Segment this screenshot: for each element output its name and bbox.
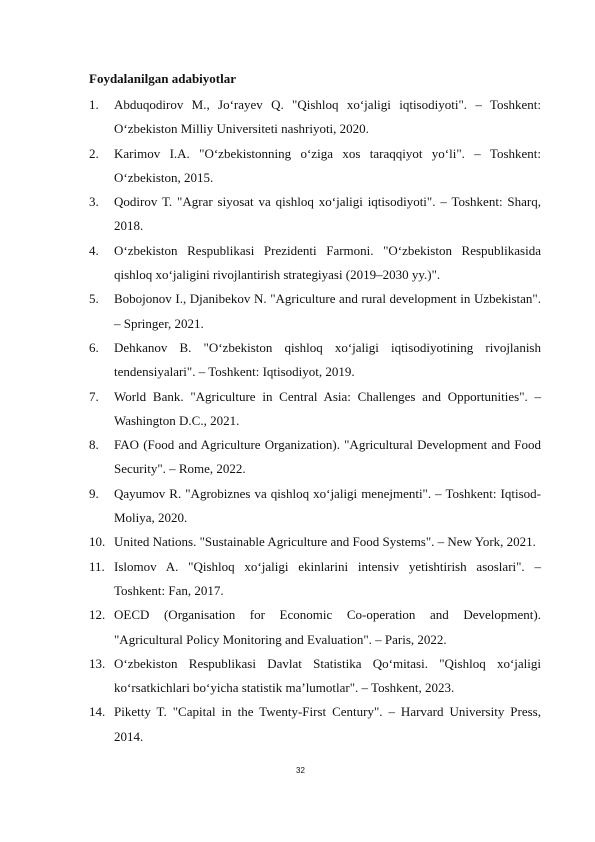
reference-item <box>89 555 541 604</box>
reference-number: 13. <box>89 655 106 671</box>
reference-number: 8. <box>89 437 99 453</box>
references-heading: Foydalanilgan adabiyotlar <box>89 71 236 86</box>
reference-text: O‘zbekiston Respublikasi Prezidenti Farmoni. "O‘zbekiston Respublikasida qishloq xo‘jaligini rivojlantirish strategiyasi (2019–2030 yy.)". <box>114 242 541 283</box>
reference-item <box>89 530 541 554</box>
reference-number: 4. <box>89 242 99 258</box>
reference-text: O‘zbekiston Respublikasi Davlat Statistika Qo‘mitasi. "Qishloq xo‘jaligi ko‘rsatkichlari bo‘yicha statistik ma’lumotlar". – Toshkent, 2023. <box>114 655 541 696</box>
reference-number: 1. <box>89 97 99 112</box>
reference-number: 11. <box>89 558 105 574</box>
reference-number: 12. <box>89 607 106 623</box>
reference-text: World Bank. "Agriculture in Central Asia: Challenges and Opportunities". – Washington D.C., 2021. <box>114 388 541 428</box>
reference-text: Qayumov R. "Agrobiznes va qishloq xo‘jaligi menejmenti". – Toshkent: Iqtisod-Moliya, 2020. <box>114 485 541 526</box>
reference-number: 9. <box>89 485 99 501</box>
page-number: 32 <box>296 766 305 775</box>
references-list <box>89 93 541 749</box>
reference-item <box>89 433 541 482</box>
reference-item <box>89 190 541 239</box>
reference-number: 3. <box>89 194 99 210</box>
reference-text: Bobojonov I., Djanibekov N. "Agriculture and rural development in Uzbekistan". – Springer, 2021. <box>114 291 541 331</box>
reference-text: United Nations. "Sustainable Agriculture and Food Systems". – New York, 2021. <box>114 534 536 550</box>
reference-text: OECD (Organisation for Economic Co-operation and Development). "Agricultural Policy Monitoring and Evaluation". – Paris, 2022. <box>114 607 541 647</box>
reference-item <box>89 385 541 434</box>
reference-text: Qodirov T. "Agrar siyosat va qishloq xo‘jaligi iqtisodiyoti". – Toshkent: Sharq, 2018. <box>114 194 541 234</box>
reference-number: 5. <box>89 291 99 307</box>
reference-text: Dehkanov B. "O‘zbekiston qishloq xo‘jaligi iqtisodiyotining rivojlanish tendensiyalari". – Toshkent: Iqtisodiyot, 2019. <box>114 339 541 380</box>
reference-item <box>89 482 541 531</box>
reference-item <box>89 93 541 142</box>
reference-number: 7. <box>89 388 99 404</box>
reference-text: FAO (Food and Agriculture Organization). "Agricultural Development and Food Security". – Rome, 2022. <box>114 437 541 477</box>
reference-number: 2. <box>89 145 99 161</box>
reference-item <box>89 700 541 749</box>
reference-text: Islomov A. "Qishloq xo‘jaligi ekinlarini intensiv yetishtirish asoslari". – Toshkent: Fan, 2017. <box>114 558 541 598</box>
reference-item <box>89 239 541 288</box>
reference-item <box>89 287 541 336</box>
reference-number: 14. <box>89 704 106 720</box>
reference-item <box>89 652 541 701</box>
reference-text: Abduqodirov M., Jo‘rayev Q. "Qishloq xo‘jaligi iqtisodiyoti". – Toshkent: O‘zbekiston Milliy Universiteti nashriyoti, 2020. <box>114 97 541 137</box>
reference-item <box>89 142 541 191</box>
reference-item <box>89 603 541 652</box>
reference-item <box>89 336 541 385</box>
reference-text: Karimov I.A. "O‘zbekistonning o‘ziga xos taraqqiyot yo‘li". – Toshkent: O‘zbekiston, 2015. <box>114 145 541 185</box>
reference-number: 6. <box>89 339 99 355</box>
reference-text: Piketty T. "Capital in the Twenty-First Century". – Harvard University Press, 2014. <box>114 704 541 744</box>
reference-number: 10. <box>89 534 106 550</box>
